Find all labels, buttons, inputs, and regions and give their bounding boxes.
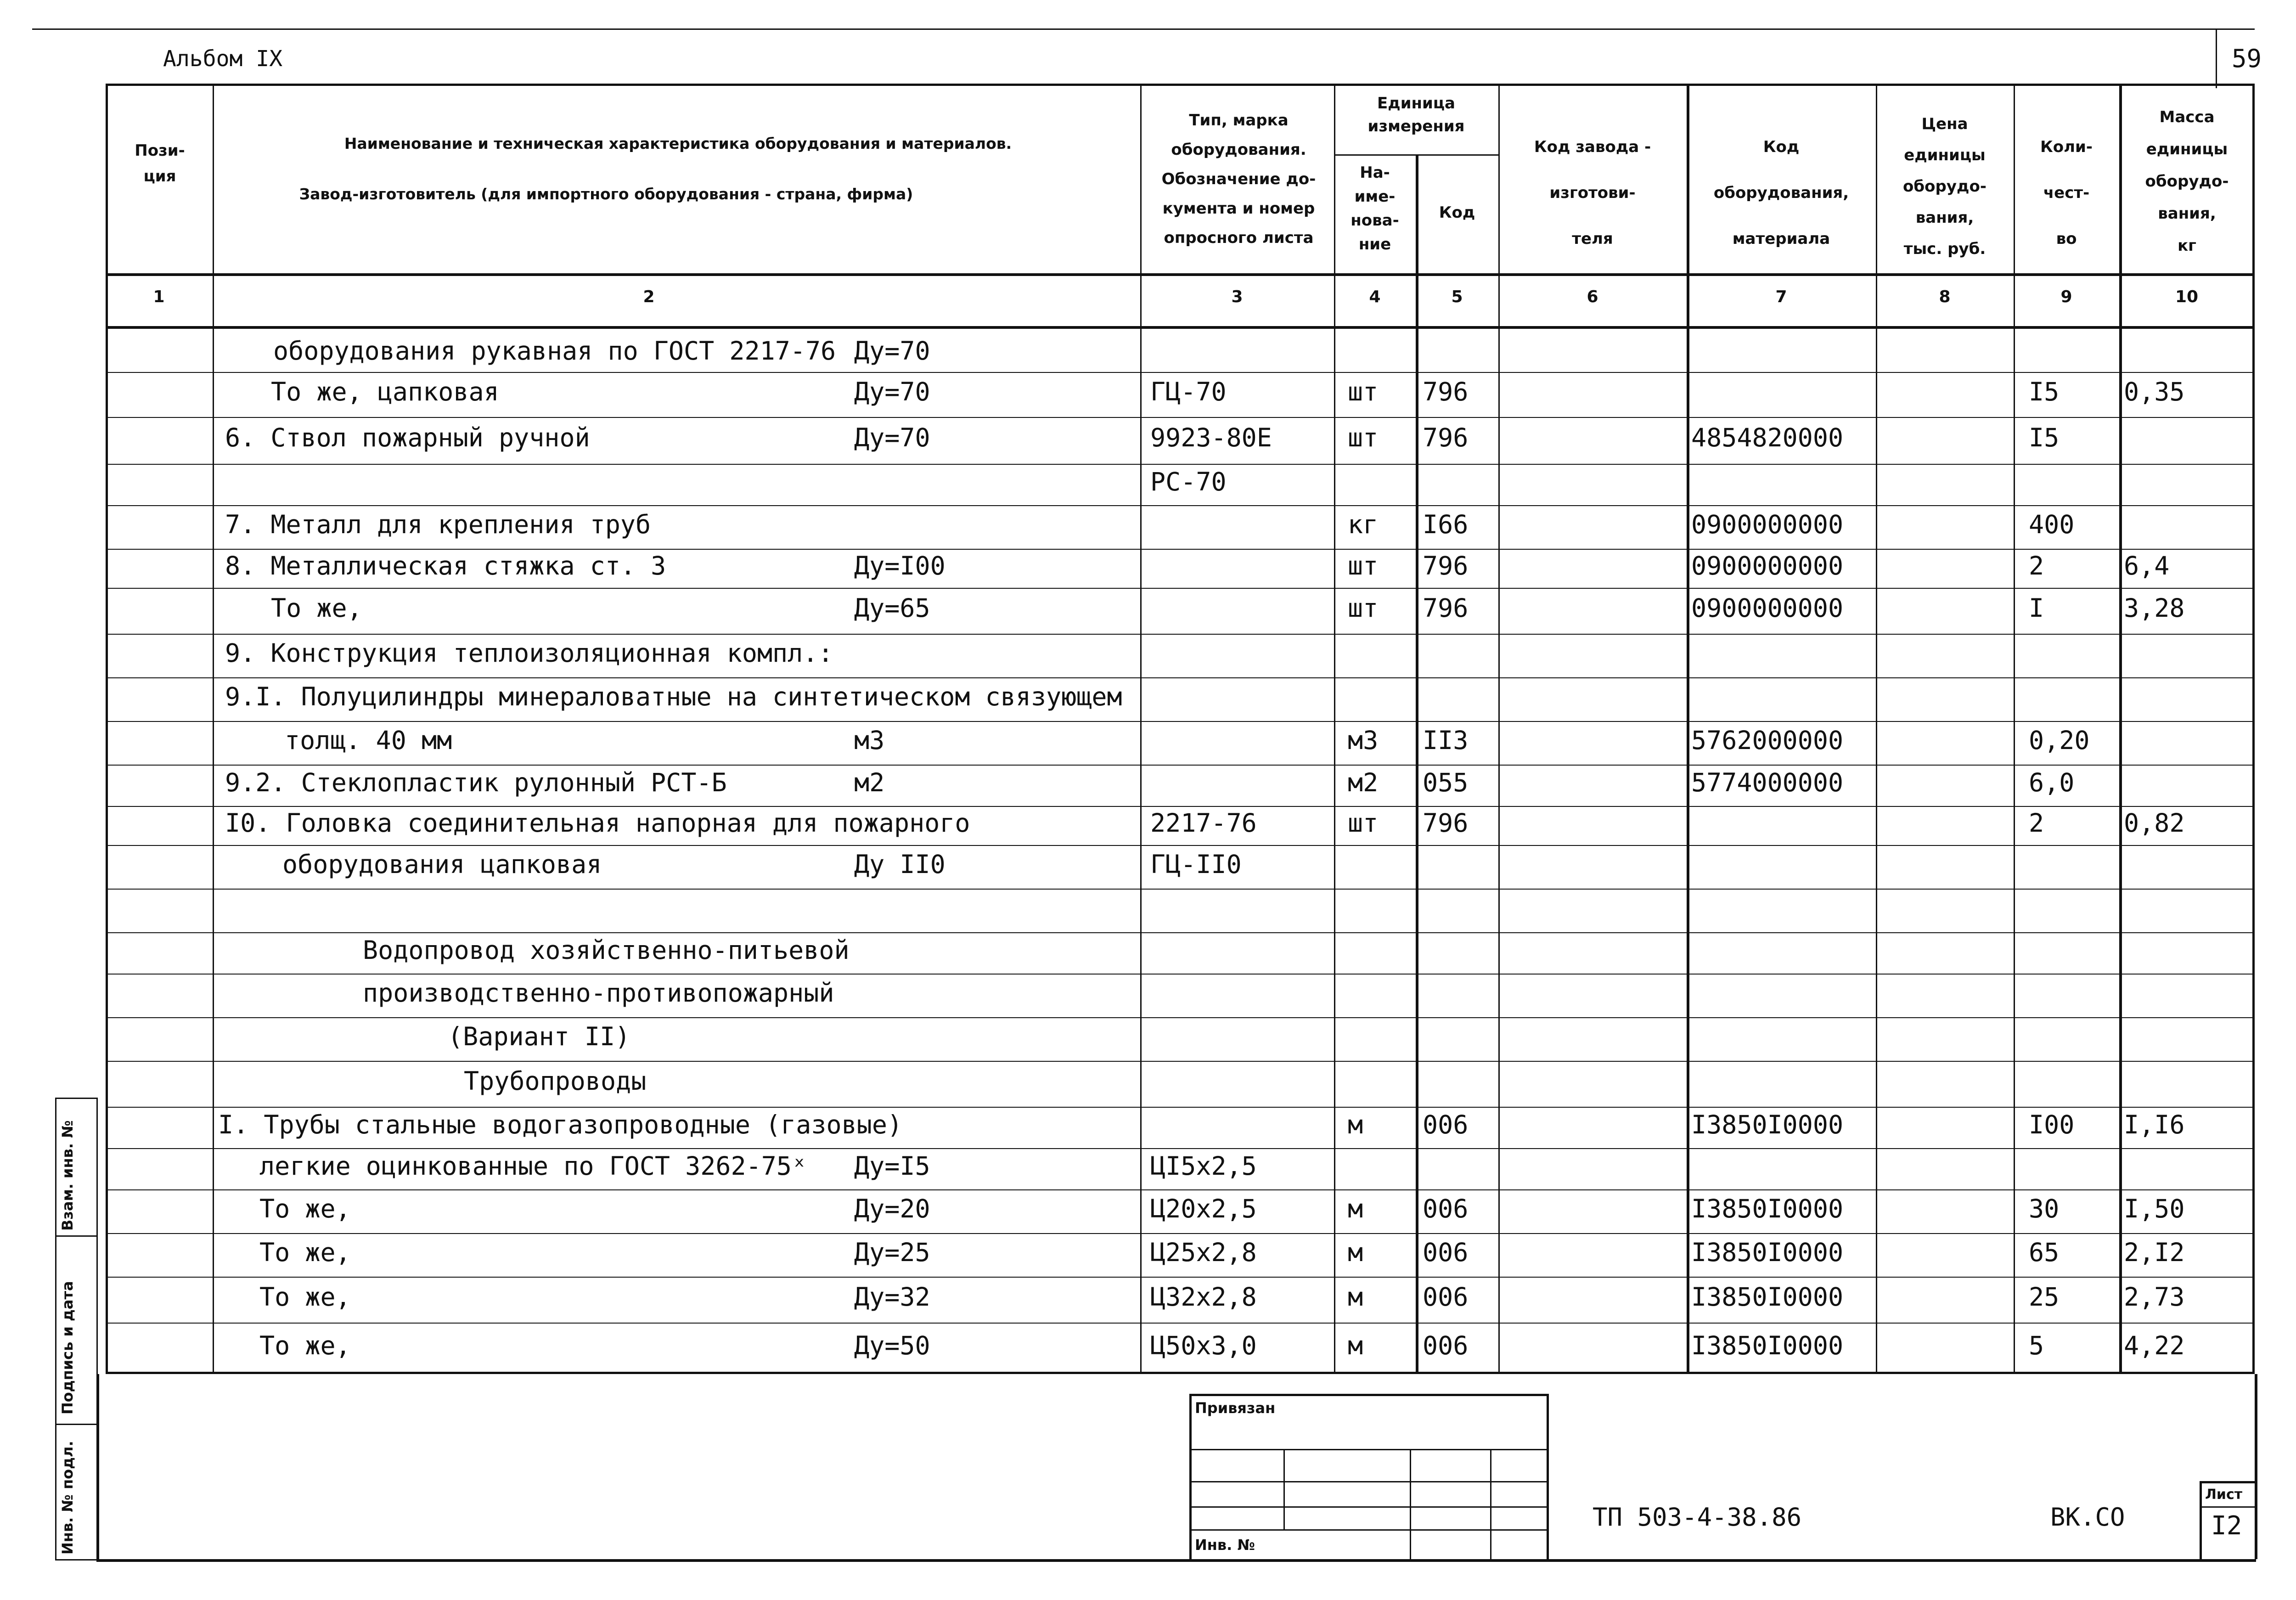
- row-3-type: 9923-80Е: [1150, 423, 1272, 452]
- row-2-unit: шт: [1348, 377, 1379, 406]
- album-title: Альбом IX: [163, 46, 283, 72]
- row-24-unit: м: [1348, 1331, 1363, 1360]
- row-3-sub: Ду=70: [854, 423, 930, 452]
- row-23-mass: 2,73: [2124, 1282, 2185, 1312]
- row-21-name: То же,: [259, 1194, 351, 1223]
- row-11-mcode: 5774000000: [1691, 768, 1844, 797]
- row-12-mass: 0,82: [2124, 808, 2185, 838]
- row-19-name: I. Трубы стальные водогазопроводные (газовые): [218, 1110, 903, 1139]
- row-5-unit: кг: [1348, 509, 1379, 539]
- row-23-unit: м: [1348, 1282, 1363, 1312]
- row-24-qty: 5: [2029, 1331, 2044, 1360]
- row-3-qty: I5: [2029, 423, 2060, 452]
- row-5-name: 7. Металл для крепления труб: [225, 509, 651, 539]
- row-12-name: I0. Головка соединительная напорная для пожарного: [225, 808, 970, 838]
- binding-stamp-box: [1189, 1394, 1549, 1559]
- col-number-8: 8: [1939, 287, 1951, 306]
- sheet-number: I2: [2211, 1511, 2242, 1541]
- row-19-unit: м: [1348, 1110, 1363, 1139]
- col-number-2: 2: [643, 287, 655, 306]
- row-6-mcode: 0900000000: [1691, 551, 1844, 580]
- row-23-name: То же,: [259, 1282, 351, 1312]
- row-5-code: I66: [1423, 509, 1469, 539]
- row-10-code: II3: [1423, 725, 1469, 755]
- row-18-name: Трубопроводы: [464, 1066, 647, 1096]
- sheet-label: Лист: [2205, 1487, 2243, 1503]
- row-24-name: То же,: [259, 1331, 351, 1360]
- row-2-qty: I5: [2029, 377, 2060, 406]
- row-21-qty: 30: [2029, 1194, 2060, 1223]
- row-23-sub: Ду=32: [854, 1282, 930, 1312]
- row-21-mcode: I3850I0000: [1691, 1194, 1844, 1223]
- row-3-unit: шт: [1348, 423, 1379, 452]
- row-6-qty: 2: [2029, 551, 2044, 580]
- row-3-code: 796: [1423, 423, 1469, 452]
- row-2-type: ГЦ-70: [1150, 377, 1227, 406]
- row-23-mcode: I3850I0000: [1691, 1282, 1844, 1312]
- col-price-header: Цена единицы оборудо- вания, тыс. руб.: [1903, 115, 1986, 258]
- row-24-type: Ц50х3,0: [1150, 1331, 1257, 1360]
- row-2-name: То же, цапковая: [271, 377, 499, 406]
- row-23-code: 006: [1423, 1282, 1469, 1312]
- col-number-1: 1: [153, 287, 165, 306]
- row-8-name: 9. Конструкция теплоизоляционная компл.:: [225, 638, 833, 668]
- row-10-sub: м3: [854, 725, 885, 755]
- row-12-type: 2217-76: [1150, 808, 1257, 838]
- row-11-code: 055: [1423, 768, 1469, 797]
- row-5-mcode: 0900000000: [1691, 509, 1844, 539]
- row-10-name: толщ. 40 мм: [285, 725, 452, 755]
- col-position-header: Пози- ция: [135, 141, 185, 186]
- row-22-qty: 65: [2029, 1237, 2060, 1267]
- row-7-unit: шт: [1348, 593, 1379, 623]
- row-23-qty: 25: [2029, 1282, 2060, 1312]
- row-11-qty: 6,0: [2029, 768, 2075, 797]
- row-24-mcode: I3850I0000: [1691, 1331, 1844, 1360]
- row-11-unit: м2: [1348, 768, 1379, 797]
- side-label-podpis: Подпись и дата: [59, 1281, 76, 1414]
- row-21-code: 006: [1423, 1194, 1469, 1223]
- row-1-name: оборудования рукавная по ГОСТ 2217-76: [273, 336, 836, 366]
- row-21-type: Ц20х2,5: [1150, 1194, 1257, 1223]
- document-mark: ВК.СО: [2050, 1503, 2125, 1532]
- row-21-sub: Ду=20: [854, 1194, 930, 1223]
- row-23-type: Ц32х2,8: [1150, 1282, 1257, 1312]
- row-4-type: РС-70: [1150, 467, 1227, 496]
- row-16-name: производственно-противопожарный: [363, 978, 834, 1008]
- row-10-unit: м3: [1348, 725, 1379, 755]
- col-number-7: 7: [1775, 287, 1787, 306]
- row-6-name: 8. Металлическая стяжка ст. 3: [225, 551, 666, 580]
- col-unit-code-header: Код: [1439, 203, 1475, 222]
- row-3-name: 6. Ствол пожарный ручной: [225, 423, 590, 452]
- row-7-sub: Ду=65: [854, 593, 930, 623]
- row-22-code: 006: [1423, 1237, 1469, 1267]
- row-11-name: 9.2. Стеклопластик рулонный РСТ-Б: [225, 768, 727, 797]
- row-24-sub: Ду=50: [854, 1331, 930, 1360]
- col-unit-name-header: На- име- нова- ние: [1351, 163, 1399, 254]
- row-19-mcode: I3850I0000: [1691, 1110, 1844, 1139]
- col-number-9: 9: [2060, 287, 2072, 306]
- row-7-name: То же,: [271, 593, 362, 623]
- row-22-name: То же,: [259, 1237, 351, 1267]
- page-number: 59: [2232, 44, 2262, 73]
- row-15-name: Водопровод хозяйственно-питьевой: [363, 935, 850, 965]
- row-19-code: 006: [1423, 1110, 1469, 1139]
- side-label-vzam: Взам. инв. №: [59, 1120, 76, 1231]
- row-7-mass: 3,28: [2124, 593, 2185, 623]
- row-7-qty: I: [2029, 593, 2044, 623]
- row-22-sub: Ду=25: [854, 1237, 930, 1267]
- row-20-sub: Ду=I5: [854, 1151, 930, 1181]
- row-2-sub: Ду=70: [854, 377, 930, 406]
- col-plant-code-header: Код завода - изготови- теля: [1534, 138, 1651, 248]
- col-mass-header: Масса единицы оборудо- вания, кг: [2145, 108, 2229, 255]
- row-12-code: 796: [1423, 808, 1469, 838]
- document-code: ТП 503-4-38.86: [1593, 1503, 1802, 1532]
- stamp-privyazan-label: Привязан: [1195, 1399, 1276, 1417]
- col-type-header: Тип, марка оборудования. Обозначение до- кумента и номер опросного листа: [1161, 111, 1316, 247]
- row-21-unit: м: [1348, 1194, 1363, 1223]
- row-10-mcode: 5762000000: [1691, 725, 1844, 755]
- row-11-sub: м2: [854, 768, 885, 797]
- row-22-mass: 2,I2: [2124, 1237, 2185, 1267]
- row-24-code: 006: [1423, 1331, 1469, 1360]
- row-10-qty: 0,20: [2029, 725, 2090, 755]
- side-label-inv: Инв. № подл.: [59, 1441, 76, 1555]
- row-5-qty: 400: [2029, 509, 2075, 539]
- col-number-6: 6: [1587, 287, 1598, 306]
- row-24-mass: 4,22: [2124, 1331, 2185, 1360]
- row-22-mcode: I3850I0000: [1691, 1237, 1844, 1267]
- row-20-type: ЦI5х2,5: [1150, 1151, 1257, 1181]
- row-19-qty: I00: [2029, 1110, 2075, 1139]
- row-6-mass: 6,4: [2124, 551, 2170, 580]
- col-number-5: 5: [1451, 287, 1463, 306]
- col-material-code-header: Код оборудования, материала: [1713, 138, 1849, 248]
- row-2-code: 796: [1423, 377, 1469, 406]
- row-2-mass: 0,35: [2124, 377, 2185, 406]
- col-number-3: 3: [1231, 287, 1243, 306]
- row-7-code: 796: [1423, 593, 1469, 623]
- row-17-name: (Вариант II): [448, 1021, 630, 1051]
- row-21-mass: I,50: [2124, 1194, 2185, 1223]
- row-13-name: оборудования цапковая: [282, 849, 602, 879]
- col-name-header-line1: Наименование и техническая характеристика оборудования и материалов.: [344, 135, 1012, 152]
- col-qty-header: Коли- чест- во: [2040, 138, 2093, 248]
- col-number-4: 4: [1369, 287, 1381, 306]
- row-3-mcode: 4854820000: [1691, 423, 1844, 452]
- row-22-unit: м: [1348, 1237, 1363, 1267]
- col-name-header-line2: Завод-изготовитель (для импортного оборудования - страна, фирма): [299, 185, 913, 203]
- col-unit-group-header: Единица измерения: [1367, 94, 1465, 135]
- stamp-inv-label: Инв. №: [1195, 1536, 1255, 1554]
- row-13-type: ГЦ-II0: [1150, 849, 1242, 879]
- col-number-10: 10: [2175, 287, 2199, 306]
- row-12-unit: шт: [1348, 808, 1379, 838]
- row-6-unit: шт: [1348, 551, 1379, 580]
- row-6-sub: Ду=I00: [854, 551, 945, 580]
- row-20-name: легкие оцинкованные по ГОСТ 3262-75ˣ: [259, 1151, 807, 1181]
- row-6-code: 796: [1423, 551, 1469, 580]
- row-7-mcode: 0900000000: [1691, 593, 1844, 623]
- row-1-sub: Ду=70: [854, 336, 930, 366]
- row-22-type: Ц25х2,8: [1150, 1237, 1257, 1267]
- row-13-sub: Ду II0: [854, 849, 945, 879]
- row-9-name: 9.I. Полуцилиндры минераловатные на синтетическом связующем: [225, 682, 1122, 711]
- row-12-qty: 2: [2029, 808, 2044, 838]
- row-19-mass: I,I6: [2124, 1110, 2185, 1139]
